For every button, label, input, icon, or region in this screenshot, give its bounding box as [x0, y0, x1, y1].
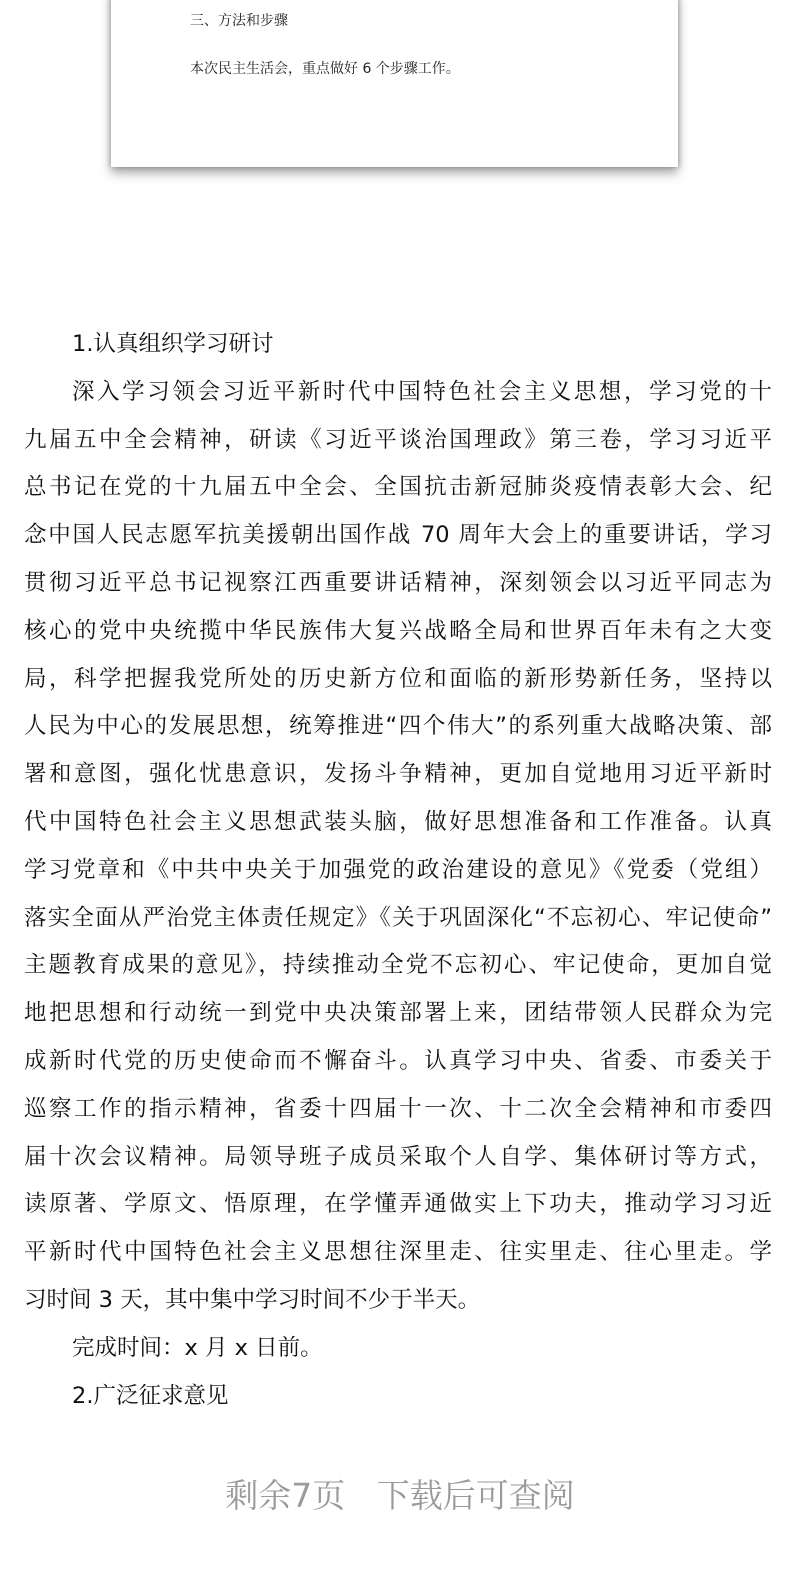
paragraph-line: 落实全面从严治党主体责任规定》《关于巩固深化“不忘初心、牢记使命” [24, 904, 772, 931]
paragraph-line: 成新时代党的历史使命而不懈奋斗。认真学习中央、省委、市委关于 [24, 1048, 772, 1074]
paragraph-line: 巡察工作的指示精神，省委十四届十一次、十二次全会精神和市委四 [24, 1095, 772, 1122]
paragraph-line: 届十次会议精神。局领导班子成员采取个人自学、集体研讨等方式， [24, 1143, 772, 1170]
subheading: 2.广泛征求意见 [72, 1382, 229, 1409]
section-text: 本次民主生活会，重点做好 6 个步骤工作。 [190, 61, 460, 77]
paragraph-line: 总书记在党的十九届五中全会、全国抗击新冠肺炎疫情表彰大会、纪 [24, 474, 772, 501]
download-more-prompt[interactable]: 剩余7页 下载后可查阅 [225, 1476, 575, 1515]
paragraph-line: 贯彻习近平总书记视察江西重要讲话精神，深刻领会以习近平同志为 [24, 570, 772, 596]
preview-page-card [111, 0, 678, 167]
paragraph-line: 念中国人民志愿军抗美援朝出国作战 70 周年大会上的重要讲话，学习 [24, 522, 772, 549]
paragraph-line: 主题教育成果的意见》，持续推动全党不忘初心、牢记使命，更加自觉 [24, 952, 772, 979]
section-heading: 三、方法和步骤 [190, 13, 288, 29]
paragraph-line: 深入学习领会习近平新时代中国特色社会主义思想，学习党的十 [72, 378, 772, 405]
paragraph-line: 署和意图，强化忧患意识，发扬斗争精神，更加自觉地用习近平新时 [24, 761, 772, 788]
paragraph-line: 平新时代中国特色社会主义思想往深里走、往实里走、往心里走。学 [24, 1239, 772, 1266]
paragraph-line: 局，科学把握我党所处的历史新方位和面临的新形势新任务，坚持以 [24, 665, 772, 692]
paragraph-line: 完成时间：x 月 x 日前。 [72, 1334, 323, 1361]
paragraph-line: 代中国特色社会主义思想武装头脑，做好思想准备和工作准备。认真 [24, 809, 772, 835]
subheading: 1.认真组织学习研讨 [72, 331, 274, 357]
paragraph-line: 地把思想和行动统一到党中央决策部署上来，团结带领人民群众为完 [24, 1000, 772, 1027]
paragraph-line: 九届五中全会精神，研读《习近平谈治国理政》第三卷，学习习近平 [24, 426, 772, 453]
paragraph-line: 学习党章和《中共中央关于加强党的政治建设的意见》《党委（党组） [24, 856, 772, 883]
paragraph-line: 读原著、学原文、悟原理，在学懂弄通做实上下功夫，推动学习习近 [24, 1191, 772, 1218]
paragraph-line: 核心的党中央统揽中华民族伟大复兴战略全局和世界百年未有之大变 [24, 617, 772, 644]
paragraph-line: 人民为中心的发展思想，统筹推进“四个伟大”的系列重大战略决策、部 [24, 713, 772, 740]
paragraph-line: 习时间 3 天，其中集中学习时间不少于半天。 [24, 1287, 481, 1313]
